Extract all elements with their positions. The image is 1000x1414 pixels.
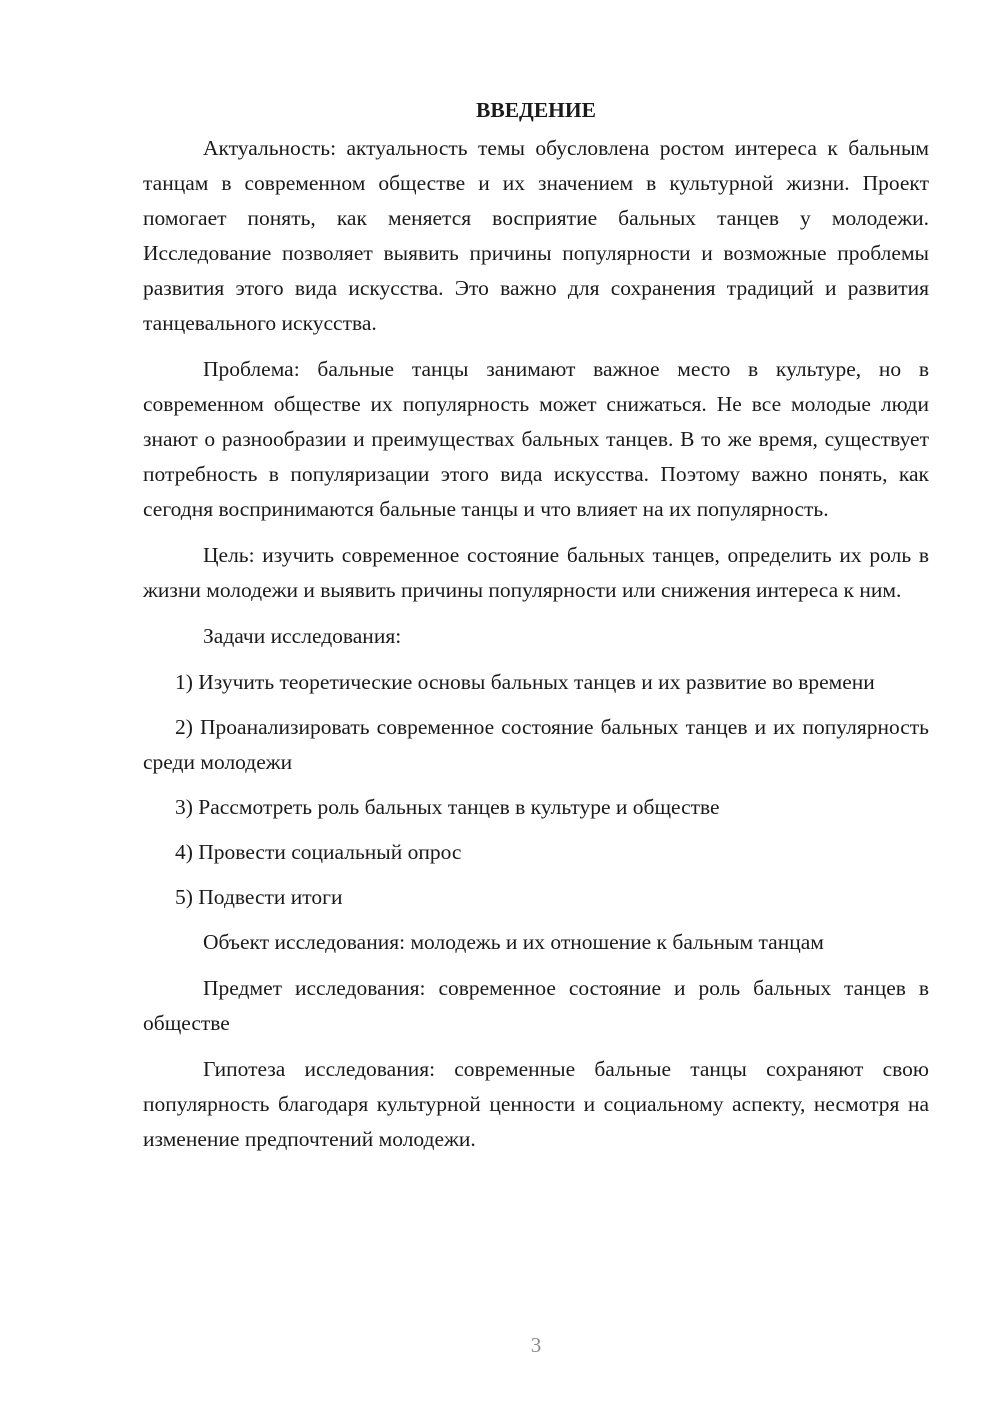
hypothesis-paragraph: Гипотеза исследования: современные бальные танцы сохраняют свою популярность благодаря культурной ценности и социальному аспекту, несмотря на изменение предпочтений молодежи. [143,1057,929,1151]
page-content [143,93,929,1168]
subject-paragraph: Предмет исследования: современное состояние и роль бальных танцев в обществе [143,976,929,1035]
relevance-paragraph: Актуальность: актуальность темы обусловлена ростом интереса к бальным танцам в современном обществе и их значением в культурной жизни. Проект помогает понять, как меняется восприятие бальных танцев у молодежи. Исследование позволяет выявить причины популярности и возможные проблемы развития этого вида искусства. Это важно для сохранения традиций и развития танцевального искусства. [143,136,929,335]
task-item-2: 2) Проанализировать современное состояние бальных танцев и их популярность среди молодежи [143,715,929,774]
goal-paragraph: Цель: изучить современное состояние бальных танцев, определить их роль в жизни молодежи и выявить причины популярности или снижения интереса к ним. [143,543,929,602]
page-number: 3 [530,1333,542,1357]
task-item-1: 1) Изучить теоретические основы бальных танцев и их развитие во времени [175,670,875,694]
tasks-heading: Задачи исследования: [203,624,402,648]
task-item-3: 3) Рассмотреть роль бальных танцев в культуре и обществе [175,795,720,819]
problem-paragraph: Проблема: бальные танцы занимают важное место в культуре, но в современном обществе их популярность может снижаться. Не все молодые люди знают о разнообразии и преимуществах бальных танцев. В то же время, существует потребность в популяризации этого вида искусства. Поэтому важно понять, как сегодня воспринимаются бальные танцы и что влияет на их популярность. [143,357,929,521]
page-title: ВВЕДЕНИЕ [476,98,596,122]
task-item-4: 4) Провести социальный опрос [175,840,462,864]
object-paragraph: Объект исследования: молодежь и их отношение к бальным танцам [203,930,824,954]
task-item-5: 5) Подвести итоги [175,885,343,909]
